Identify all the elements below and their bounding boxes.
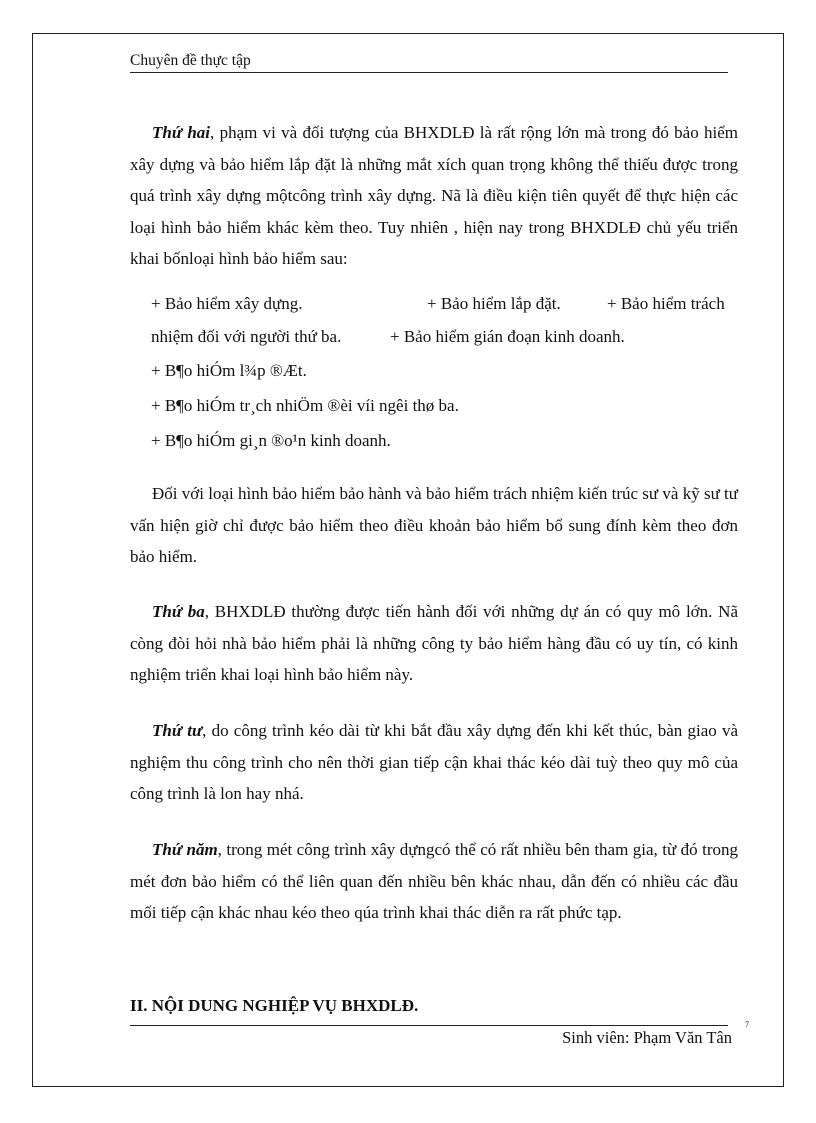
- footer-divider: [130, 1025, 728, 1026]
- section-heading: II. NỘI DUNG NGHIỆP VỤ BHXDLĐ.: [130, 996, 419, 1015]
- page-header: Chuyên đề thực tập: [130, 52, 728, 73]
- paragraph-thu-ba-text: , BHXDLĐ thường được tiến hành đối với những dự án có quy mô lớn. Nã còng đòi hỏi nhà bảo hiểm phải là những công ty bảo hiểm hàng đầu có uy tín, có kinh nghiệm triển khai loại hình bảo hiểm này.: [130, 602, 738, 684]
- list-item-lap-dat: + Bảo hiểm lắp đặt.: [427, 294, 561, 313]
- paragraph-thu-hai-text: , phạm vi và đối tượng của BHXDLĐ là rất rộng lớn mà trong đó bảo hiểm xây dựng và bảo hiểm lắp đặt là những mắt xích quan trọng không thể thiếu được trong quá trình xây dựng mộtcông trình xây dựng. Nã là điều kiện tiên quyết để thực hiện các loại hình bảo hiểm khác kèm theo. Tuy nhiên , hiện nay trong BHXDLĐ chủ yếu triển khai bốnloại hình bảo hiểm sau:: [130, 123, 739, 268]
- paragraph-bao-hanh: Đối với loại hình bảo hiểm bảo hành và bảo hiểm trách nhiệm kiến trúc sư và kỹ sư tư vấn hiện giờ chỉ được bảo hiểm theo điều khoản bảo hiểm bổ sung đính kèm theo đơn bảo hiểm.: [130, 484, 738, 566]
- page-number: 7: [745, 1020, 749, 1029]
- list-item-garbled-1: + B¶o hiÓm l¾p ®Æt.: [151, 361, 307, 380]
- list-item-gian-doan: + Bảo hiểm gián đoạn kinh doanh.: [390, 327, 625, 346]
- list-item-xay-dung: + Bảo hiểm xây dựng.: [151, 294, 303, 313]
- lead-thu-ba: Thứ ba: [152, 602, 205, 621]
- footer-author: Sinh viên: Phạm Văn Tân: [562, 1028, 732, 1047]
- list-item-garbled-3: + B¶o hiÓm gi¸n ®o¹n kinh doanh.: [151, 431, 391, 450]
- lead-thu-tu: Thứ tư: [152, 721, 203, 740]
- paragraph-thu-hai: [130, 117, 738, 275]
- paragraph-thu-ba: [130, 596, 738, 691]
- list-item-trach-nhiem-end: nhiệm đối với người thứ ba.: [151, 327, 342, 346]
- lead-thu-nam: Thứ năm: [152, 840, 218, 859]
- paragraph-thu-tu-text: , do công trình kéo dài từ khi bắt đầu xây dựng đến khi kết thúc, bàn giao và nghiệm thu công trình cho nên thời gian tiếp cận khai thác kéo dài tuỳ theo quy mô của công trình là lon hay nhá.: [130, 721, 738, 803]
- paragraph-thu-tu: [130, 715, 738, 810]
- list-item-trach-nhiem-start: + Bảo hiểm trách: [607, 294, 725, 313]
- paragraph-thu-nam: [130, 834, 738, 929]
- list-item-garbled-2: + B¶o hiÓm tr¸ch nhiÖm ®èi víi ngêi thø ba.: [151, 396, 459, 415]
- paragraph-thu-nam-text: , trong mét công trình xây dựngcó thể có rất nhiều bên tham gia, từ đó trong mét đơn bảo hiểm có thể liên quan đến nhiều bên khác nhau, dẫn đến có nhiều các đầu mối tiếp cận khác nhau kéo theo qúa trình khai thác diễn ra rất phức tạp.: [130, 840, 738, 922]
- lead-thu-hai: Thứ hai: [152, 123, 211, 142]
